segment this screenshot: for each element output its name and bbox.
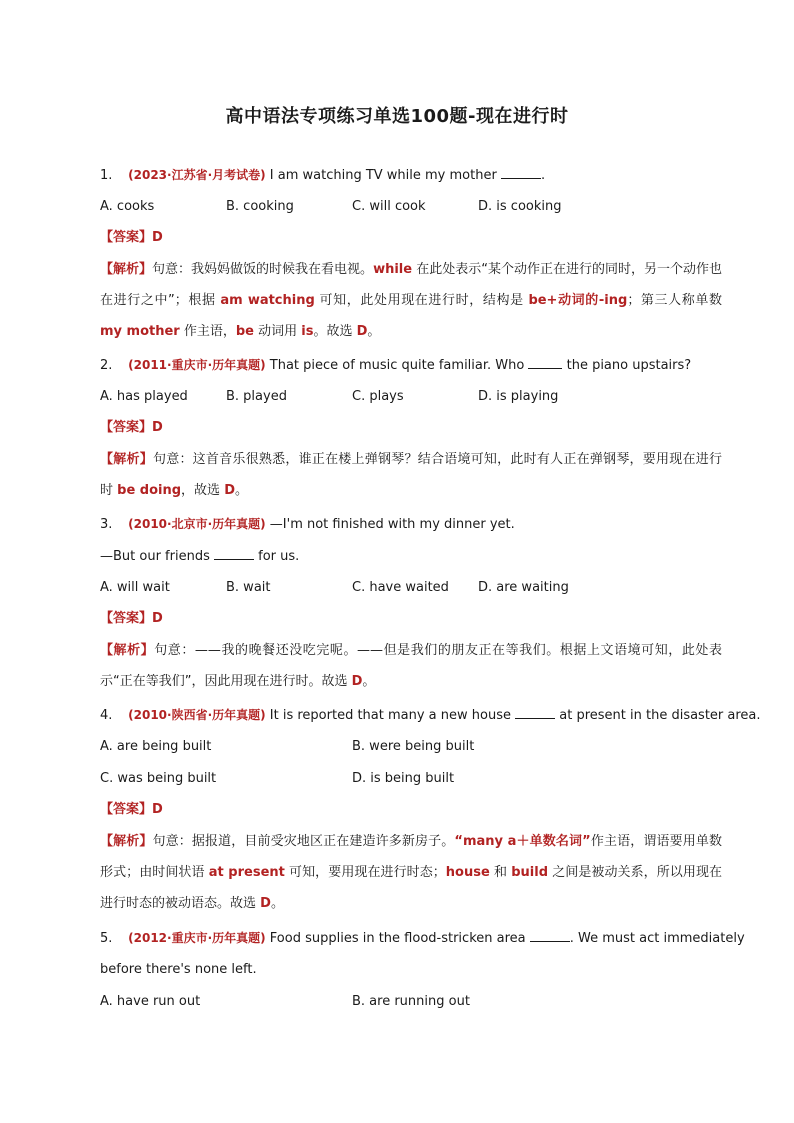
option-a: A. will wait bbox=[100, 580, 170, 595]
analysis-paragraph: 【解析】句意：据报道，目前受灾地区正在建造许多新房子。“many a＋单数名词”作主语，谓语要用单数形式；由时间状语 at present 可知，要用现在进行时态；house 和 build 之间是被动关系，所以用现在进行时态的被动语态。故选 D。 bbox=[100, 834, 723, 911]
answer-blank bbox=[214, 547, 254, 560]
analysis-paragraph: 【解析】句意：这首音乐很熟悉，谁正在楼上弹钢琴？结合语境可知，此时有人正在弹钢琴，要用现在进行时 be doing，故选 D。 bbox=[100, 452, 722, 498]
question-5-stem: 5. (2012·重庆市·历年真题) Food supplies in the flood-stricken area . We must act immediately bbox=[100, 931, 745, 946]
option-d: D. is cooking bbox=[478, 199, 562, 214]
option-c: C. will cook bbox=[352, 199, 426, 214]
option-a: A. are being built bbox=[100, 739, 212, 754]
answer-line: 【答案】D bbox=[100, 230, 163, 245]
answer-line: 【答案】D bbox=[100, 802, 163, 817]
option-c: C. plays bbox=[352, 389, 404, 404]
analysis-paragraph: 【解析】句意：我妈妈做饭的时候我在看电视。while 在此处表示“某个动作正在进行的同时，另一个动作也在进行之中”；根据 am watching 可知，此处用现在进行时，结构是 be+动词的-ing；第三人称单数 my mother 作主语，be 动词用 is。故选 D。 bbox=[100, 262, 722, 339]
option-d: D. are waiting bbox=[478, 580, 569, 595]
question-5-stem-line-2: before there's none left. bbox=[100, 962, 257, 977]
answer-line: 【答案】D bbox=[100, 420, 163, 435]
answer-blank bbox=[528, 356, 562, 369]
question-source: (2023·江苏省·月考试卷) bbox=[128, 168, 266, 182]
question-1-stem: 1. (2023·江苏省·月考试卷) I am watching TV while my mother . bbox=[100, 168, 546, 183]
analysis-paragraph: 【解析】句意：——我的晚餐还没吃完呢。——但是我们的朋友正在等我们。根据上文语境可知，此处表示“正在等我们”，因此用现在进行时。故选 D。 bbox=[100, 643, 722, 689]
answer-blank bbox=[501, 166, 541, 179]
option-c: C. have waited bbox=[352, 580, 449, 595]
option-b: B. wait bbox=[226, 580, 271, 595]
answer-value: D bbox=[152, 230, 163, 245]
option-c: C. was being built bbox=[100, 771, 217, 786]
answer-line: 【答案】D bbox=[100, 611, 163, 626]
question-2-stem: 2. (2011·重庆市·历年真题) That piece of music quite familiar. Who the piano upstairs? bbox=[100, 358, 692, 373]
question-3-stem: 3. (2010·北京市·历年真题) —I'm not finished with my dinner yet. bbox=[100, 517, 515, 532]
answer-blank bbox=[515, 706, 555, 719]
option-b: B. are running out bbox=[352, 994, 470, 1009]
question-number: 1. bbox=[100, 168, 113, 183]
option-d: D. is playing bbox=[478, 389, 559, 404]
question-3-stem-line-2: —But our friends for us. bbox=[100, 549, 300, 564]
option-d: D. is being built bbox=[352, 771, 455, 786]
option-a: A. has played bbox=[100, 389, 188, 404]
option-a: A. have run out bbox=[100, 994, 201, 1009]
question-4-stem: 4. (2010·陕西省·历年真题) It is reported that many a new house at present in the disaster area. bbox=[100, 708, 761, 723]
page-title: 高中语法专项练习单选100题-现在进行时 bbox=[225, 106, 569, 127]
option-b: B. played bbox=[226, 389, 287, 404]
option-a: A. cooks bbox=[100, 199, 155, 214]
option-b: B. were being built bbox=[352, 739, 475, 754]
answer-blank bbox=[530, 929, 570, 942]
option-b: B. cooking bbox=[226, 199, 294, 214]
